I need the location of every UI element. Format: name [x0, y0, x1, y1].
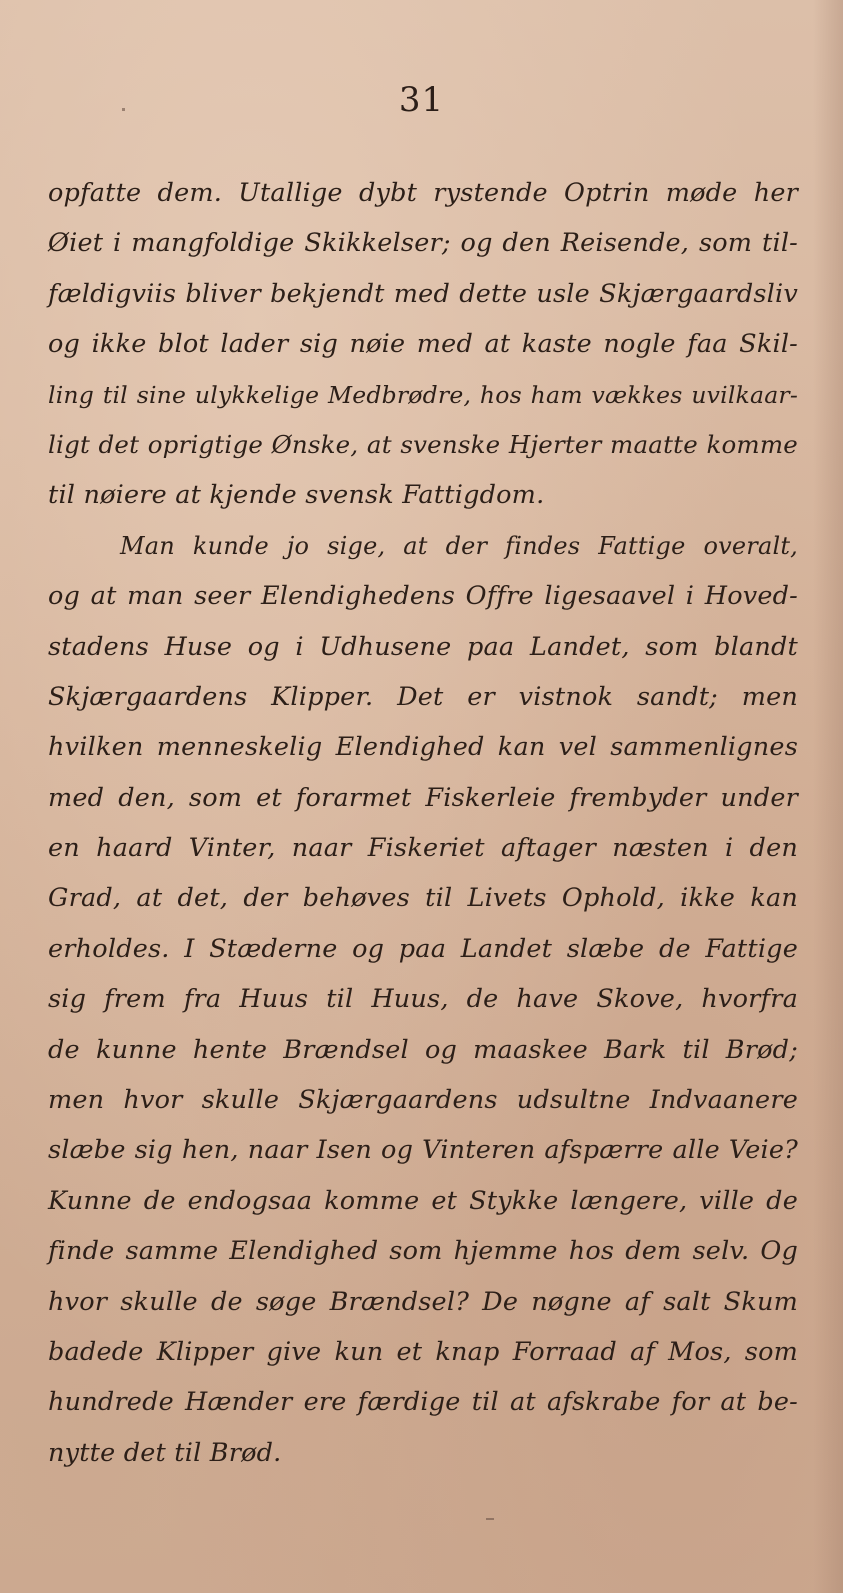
text-line: hvor skulle de søge Brændsel? De nøgne af salt Skum — [48, 1286, 798, 1317]
text-line: og at man seer Elendighedens Offre ligesaavel i Hoved- — [48, 581, 798, 612]
text-line: Øiet i mangfoldige Skikkelser; og den Reisende, som til- — [48, 228, 798, 259]
text-line: de kunne hente Brændsel og maaskee Bark til Brød; — [48, 1034, 798, 1065]
text-line: nytte det til Brød. — [48, 1437, 282, 1468]
text-line: Man kunde jo sige, at der findes Fattige overalt, — [120, 531, 798, 560]
text-line: Grad, at det, der behøves til Livets Ophold, ikke kan — [48, 883, 798, 914]
text-line: med den, som et forarmet Fiskerleie frembyder under — [48, 782, 798, 813]
text-line: men hvor skulle Skjærgaardens udsultne Indvaanere — [48, 1085, 798, 1116]
text-line: Skjærgaardens Klipper. Det er vistnok sandt; men — [48, 681, 798, 712]
text-line: ligt det oprigtige Ønske, at svenske Hjerter maatte komme — [48, 429, 798, 459]
page-number: 31 — [398, 80, 445, 120]
text-line: stadens Huse og i Udhusene paa Landet, som blandt — [48, 631, 798, 662]
text-line: en haard Vinter, naar Fiskeriet aftager næsten i den — [48, 833, 798, 864]
text-line: opfatte dem. Utallige dybt rystende Optrin møde her — [48, 178, 798, 208]
paper-speck — [122, 108, 125, 111]
text-line: badede Klipper give kun et knap Forraad af Mos, som — [48, 1336, 798, 1367]
text-line: finde samme Elendighed som hjemme hos dem selv. Og — [48, 1236, 798, 1267]
text-line: og ikke blot lader sig nøie med at kaste nogle faa Skil- — [48, 329, 798, 360]
text-line: fældigviis bliver bekjendt med dette usle Skjærgaardsliv — [48, 278, 798, 309]
text-line: hundrede Hænder ere færdige til at afskrabe for at be- — [48, 1387, 798, 1418]
paragraph-1 — [48, 168, 798, 521]
text-line: hvilken menneskelig Elendighed kan vel sammenlignes — [48, 732, 798, 763]
page-edge-shadow — [813, 0, 843, 1593]
paper-speck — [486, 1518, 494, 1520]
text-line: ling til sine ulykkelige Medbrødre, hos ham vækkes uvilkaar- — [48, 380, 798, 409]
text-line: sig frem fra Huus til Huus, de have Skove, hvorfra — [48, 984, 798, 1015]
text-line: erholdes. I Stæderne og paa Landet slæbe de Fattige — [48, 933, 798, 964]
text-line: slæbe sig hen, naar Isen og Vinteren afspærre alle Veie? — [48, 1135, 798, 1166]
body-text — [48, 168, 798, 1478]
paragraph-2 — [48, 521, 798, 1478]
text-line: Kunne de endogsaa komme et Stykke længere, ville de — [48, 1185, 798, 1216]
text-line: til nøiere at kjende svensk Fattigdom. — [48, 480, 545, 511]
